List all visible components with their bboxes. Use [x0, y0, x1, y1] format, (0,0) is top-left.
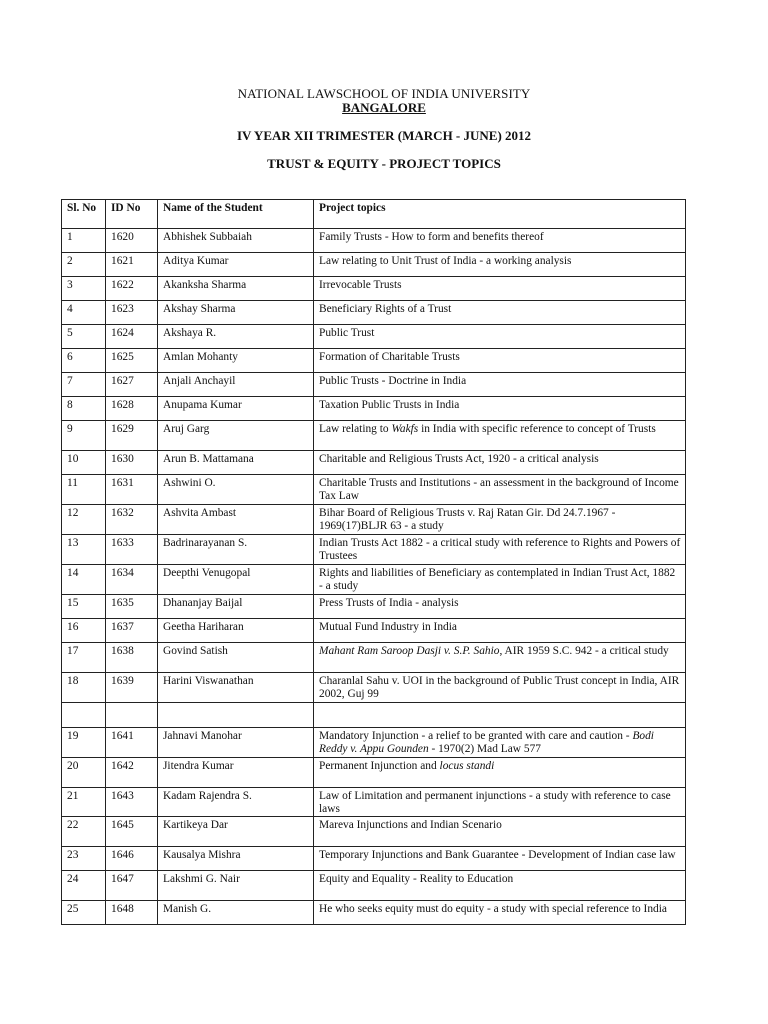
cell-student-name: Badrinarayanan S.: [158, 535, 314, 565]
cell-student-name: Jitendra Kumar: [158, 758, 314, 788]
cell-id-no: 1624: [106, 325, 158, 349]
table-row: [62, 505, 686, 535]
cell-id-no: 1625: [106, 349, 158, 373]
project-topics-table: [61, 199, 686, 925]
cell-project-topic: Mareva Injunctions and Indian Scenario: [314, 817, 686, 847]
cell-sl-no: 17: [62, 643, 106, 673]
cell-student-name: Manish G.: [158, 901, 314, 925]
cell-id-no: 1639: [106, 673, 158, 703]
column-header-student-name: Name of the Student: [158, 200, 314, 229]
cell-student-name: Harini Viswanathan: [158, 673, 314, 703]
term-title: IV YEAR XII TRIMESTER (MARCH - JUNE) 2012: [236, 128, 532, 143]
cell-sl-no: [62, 703, 106, 728]
table-row: [62, 673, 686, 703]
cell-student-name: Dhananjay Baijal: [158, 595, 314, 619]
cell-sl-no: 12: [62, 505, 106, 535]
cell-id-no: 1634: [106, 565, 158, 595]
cell-student-name: Anjali Anchayil: [158, 373, 314, 397]
topic-italic-segment: locus standi: [439, 760, 495, 772]
cell-sl-no: 25: [62, 901, 106, 925]
cell-project-topic: Formation of Charitable Trusts: [314, 349, 686, 373]
cell-id-no: 1635: [106, 595, 158, 619]
cell-student-name: Geetha Hariharan: [158, 619, 314, 643]
cell-sl-no: 11: [62, 475, 106, 505]
cell-project-topic: Bihar Board of Religious Trusts v. Raj Ratan Gir. Dd 24.7.1967 - 1969(17)BLJR 63 - a study: [314, 505, 686, 535]
cell-project-topic: Beneficiary Rights of a Trust: [314, 301, 686, 325]
table-row: [62, 871, 686, 901]
cell-project-topic: [314, 758, 686, 788]
topic-italic-segment: Wakfs: [391, 423, 419, 435]
cell-student-name: Deepthi Venugopal: [158, 565, 314, 595]
cell-sl-no: 7: [62, 373, 106, 397]
cell-id-no: 1621: [106, 253, 158, 277]
table-row: [62, 277, 686, 301]
cell-id-no: 1633: [106, 535, 158, 565]
cell-id-no: 1647: [106, 871, 158, 901]
topic-text-segment: - 1970(2) Mad Law 577: [428, 742, 541, 755]
cell-id-no: 1630: [106, 451, 158, 475]
topic-text-segment: , AIR 1959 S.C. 942 - a critical study: [499, 645, 669, 657]
cell-project-topic: Irrevocable Trusts: [314, 277, 686, 301]
cell-sl-no: 14: [62, 565, 106, 595]
topic-text-segment: in India with specific reference to concept of Trusts: [418, 423, 656, 435]
cell-id-no: 1638: [106, 643, 158, 673]
column-header-project-topics: Project topics: [314, 200, 686, 229]
cell-student-name: Ashvita Ambast: [158, 505, 314, 535]
university-name: NATIONAL LAWSCHOOL OF INDIA UNIVERSITY: [237, 86, 531, 101]
cell-sl-no: 10: [62, 451, 106, 475]
topic-text-segment: Mandatory Injunction - a relief to be granted with care and caution -: [319, 730, 633, 742]
cell-project-topic: Family Trusts - How to form and benefits thereof: [314, 229, 686, 253]
column-header-id-no: ID No: [106, 200, 158, 229]
cell-sl-no: 24: [62, 871, 106, 901]
cell-id-no: 1637: [106, 619, 158, 643]
cell-student-name: [158, 703, 314, 728]
cell-id-no: 1628: [106, 397, 158, 421]
cell-sl-no: 4: [62, 301, 106, 325]
table-row: [62, 397, 686, 421]
cell-id-no: 1620: [106, 229, 158, 253]
cell-sl-no: 6: [62, 349, 106, 373]
cell-project-topic: He who seeks equity must do equity - a study with special reference to India: [314, 901, 686, 925]
cell-student-name: Kartikeya Dar: [158, 817, 314, 847]
cell-student-name: Kadam Rajendra S.: [158, 788, 314, 817]
table-row: [62, 349, 686, 373]
table-row: [62, 421, 686, 451]
cell-project-topic: Charitable Trusts and Institutions - an assessment in the background of Income Tax Law: [314, 475, 686, 505]
cell-project-topic: Taxation Public Trusts in India: [314, 397, 686, 421]
cell-sl-no: 16: [62, 619, 106, 643]
city-name: BANGALORE: [342, 100, 426, 115]
cell-project-topic: Press Trusts of India - analysis: [314, 595, 686, 619]
cell-project-topic: Law relating to Unit Trust of India - a working analysis: [314, 253, 686, 277]
cell-project-topic: Charanlal Sahu v. UOI in the background of Public Trust concept in India, AIR 2002, Guj 99: [314, 673, 686, 703]
table-row: [62, 451, 686, 475]
cell-student-name: Abhishek Subbaiah: [158, 229, 314, 253]
cell-project-topic: Equity and Equality - Reality to Education: [314, 871, 686, 901]
table-row: [62, 788, 686, 817]
table-row: [62, 325, 686, 349]
cell-project-topic: Mutual Fund Industry in India: [314, 619, 686, 643]
table-row: [62, 535, 686, 565]
cell-project-topic: Temporary Injunctions and Bank Guarantee - Development of Indian case law: [314, 847, 686, 871]
cell-student-name: Jahnavi Manohar: [158, 728, 314, 758]
table-row-blank: [62, 703, 686, 728]
cell-sl-no: 2: [62, 253, 106, 277]
cell-project-topic: Rights and liabilities of Beneficiary as contemplated in Indian Trust Act, 1882 - a study: [314, 565, 686, 595]
topic-italic-segment: Bodi Reddy v. Appu Gounden: [319, 730, 654, 755]
cell-id-no: 1623: [106, 301, 158, 325]
table-row: [62, 301, 686, 325]
cell-id-no: 1642: [106, 758, 158, 788]
table-row: [62, 475, 686, 505]
cell-student-name: Ashwini O.: [158, 475, 314, 505]
cell-student-name: Aditya Kumar: [158, 253, 314, 277]
table-row: [62, 373, 686, 397]
topic-italic-segment: Mahant Ram Saroop Dasji v. S.P. Sahio: [319, 645, 500, 657]
table-row: [62, 728, 686, 758]
cell-id-no: 1643: [106, 788, 158, 817]
cell-project-topic: Public Trust: [314, 325, 686, 349]
cell-sl-no: 22: [62, 817, 106, 847]
column-header-sl-no: Sl. No: [62, 200, 106, 229]
table-row: [62, 619, 686, 643]
cell-project-topic: Charitable and Religious Trusts Act, 1920 - a critical analysis: [314, 451, 686, 475]
cell-id-no: 1641: [106, 728, 158, 758]
table-row: [62, 595, 686, 619]
cell-project-topic: Law of Limitation and permanent injunctions - a study with reference to case laws: [314, 788, 686, 817]
cell-sl-no: 19: [62, 728, 106, 758]
table-row: [62, 229, 686, 253]
table-row: [62, 847, 686, 871]
cell-sl-no: 23: [62, 847, 106, 871]
cell-id-no: 1632: [106, 505, 158, 535]
cell-project-topic: [314, 728, 686, 758]
table-row: [62, 901, 686, 925]
cell-project-topic: Indian Trusts Act 1882 - a critical study with reference to Rights and Powers of Trustees: [314, 535, 686, 565]
cell-sl-no: 8: [62, 397, 106, 421]
cell-id-no: 1629: [106, 421, 158, 451]
table-row: [62, 817, 686, 847]
cell-id-no: 1622: [106, 277, 158, 301]
cell-sl-no: 13: [62, 535, 106, 565]
cell-id-no: 1627: [106, 373, 158, 397]
cell-id-no: [106, 703, 158, 728]
cell-id-no: 1645: [106, 817, 158, 847]
table-body: [62, 229, 686, 925]
cell-sl-no: 5: [62, 325, 106, 349]
cell-sl-no: 20: [62, 758, 106, 788]
cell-sl-no: 1: [62, 229, 106, 253]
cell-student-name: Akshay Sharma: [158, 301, 314, 325]
cell-student-name: Lakshmi G. Nair: [158, 871, 314, 901]
cell-sl-no: 9: [62, 421, 106, 451]
cell-project-topic: Public Trusts - Doctrine in India: [314, 373, 686, 397]
cell-student-name: Govind Satish: [158, 643, 314, 673]
cell-student-name: Akshaya R.: [158, 325, 314, 349]
cell-project-topic: [314, 703, 686, 728]
cell-project-topic: [314, 421, 686, 451]
topic-text-segment: Permanent Injunction and: [319, 760, 440, 772]
table-row: [62, 565, 686, 595]
cell-id-no: 1631: [106, 475, 158, 505]
table-header-row: [62, 200, 686, 229]
cell-student-name: Anupama Kumar: [158, 397, 314, 421]
cell-sl-no: 3: [62, 277, 106, 301]
topic-text-segment: Law relating to: [319, 423, 392, 435]
cell-student-name: Kausalya Mishra: [158, 847, 314, 871]
cell-sl-no: 15: [62, 595, 106, 619]
table-row: [62, 758, 686, 788]
cell-id-no: 1648: [106, 901, 158, 925]
cell-student-name: Aruj Garg: [158, 421, 314, 451]
subject-title: TRUST & EQUITY - PROJECT TOPICS: [267, 156, 501, 171]
table-row: [62, 253, 686, 277]
cell-student-name: Amlan Mohanty: [158, 349, 314, 373]
cell-project-topic: [314, 643, 686, 673]
cell-student-name: Arun B. Mattamana: [158, 451, 314, 475]
cell-sl-no: 18: [62, 673, 106, 703]
table-row: [62, 643, 686, 673]
cell-sl-no: 21: [62, 788, 106, 817]
cell-id-no: 1646: [106, 847, 158, 871]
cell-student-name: Akanksha Sharma: [158, 277, 314, 301]
